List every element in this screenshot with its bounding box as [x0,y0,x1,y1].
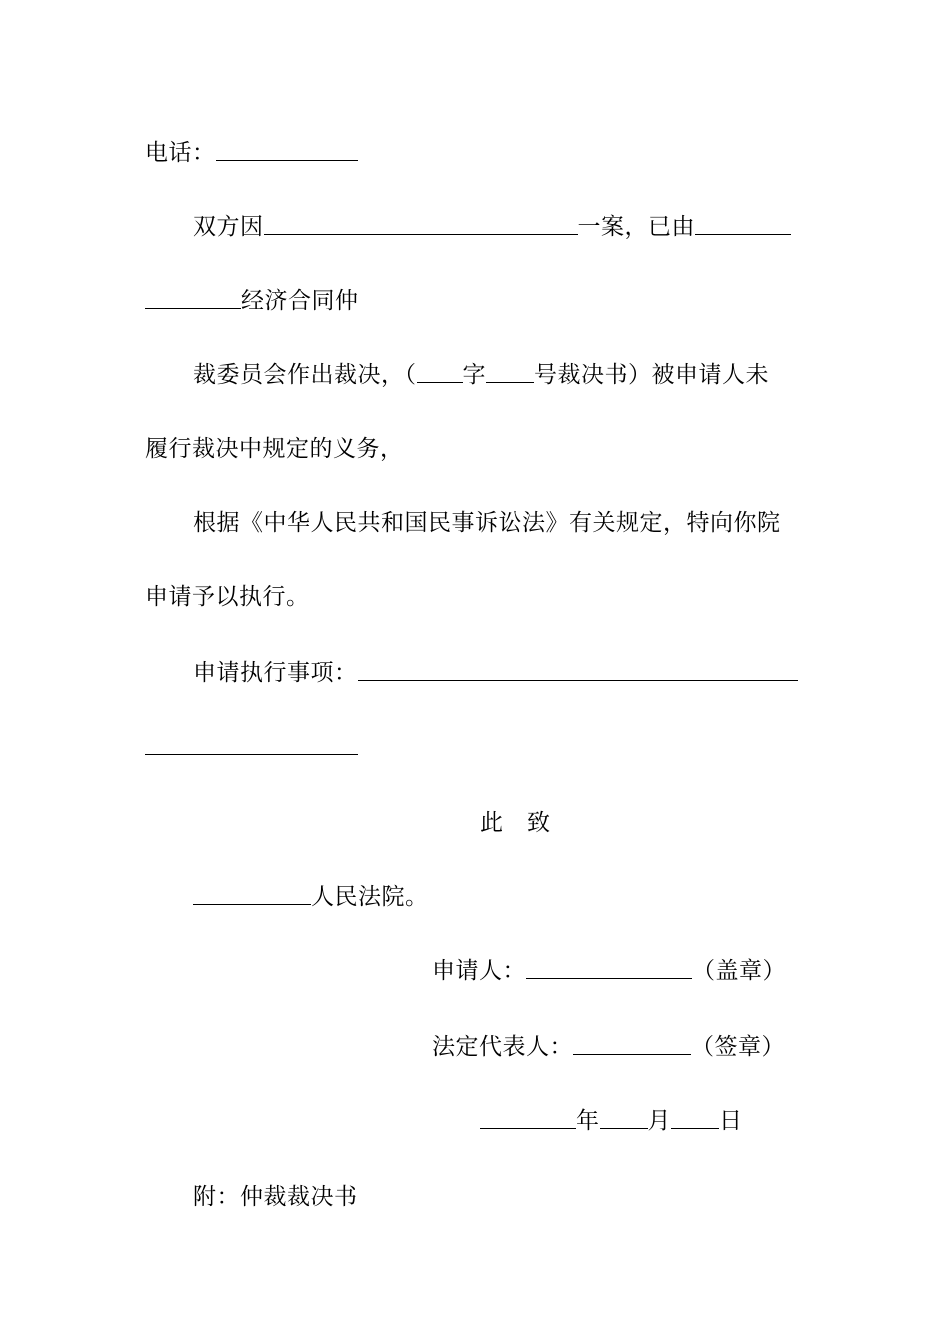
date-day: 日 [719,1108,743,1134]
hao-blank [486,362,534,383]
committee-blank-a [695,214,791,235]
para2-line2 [145,432,404,466]
applicant-label: 申请人： [432,958,526,984]
applicant-blank [526,958,692,979]
para3-line2-text: 申请予以执行。 [145,584,310,610]
applicant-line [432,954,786,988]
para3-line1 [193,506,781,540]
para3-line1-text: 根据《中华人民共和国民事诉讼法》有关规定，特向你院 [193,510,781,536]
para1-mid: 一案，已由 [577,214,695,240]
attachment-text: 附：仲裁裁决书 [193,1184,358,1210]
court-blank [193,884,311,905]
phone-label: 电话： [145,140,216,166]
para3-line2 [145,580,310,614]
court-suffix: 人民法院。 [311,884,429,910]
case-blank [264,214,578,235]
para2-rest: 号裁决书）被申请人未 [534,362,769,388]
matters-line [193,656,798,690]
closing-text: 此 致 [480,810,551,836]
year-blank [480,1108,576,1129]
date-year: 年 [576,1108,600,1134]
para2-zi: 字 [462,362,486,388]
zi-blank [417,362,463,383]
day-blank [671,1108,719,1129]
applicant-seal: （盖章） [692,958,786,984]
para1-prefix: 双方因 [193,214,264,240]
para1-line2 [145,284,359,318]
para1-end: 经济合同仲 [241,288,359,314]
legal-rep-line [432,1030,785,1064]
legal-rep-seal: （签章） [691,1034,785,1060]
para2-prefix: 裁委员会作出裁决，（ [193,362,417,388]
attachment-line [193,1180,358,1214]
phone-blank [216,140,358,161]
date-month: 月 [647,1108,671,1134]
court-line [193,880,429,914]
matters-label: 申请执行事项： [193,660,358,686]
committee-blank-b [145,288,241,309]
month-blank [600,1108,648,1129]
matters-line2 [145,730,358,764]
matters-blank-a [358,660,798,681]
para1-line1 [193,210,791,244]
legal-rep-blank [573,1034,691,1055]
date-line [480,1104,743,1138]
phone-line [145,136,358,170]
legal-rep-label: 法定代表人： [432,1034,573,1060]
closing-line [480,806,551,840]
matters-blank-b [145,734,358,755]
para2-line2-text: 履行裁决中规定的义务， [145,436,404,462]
para2-line1 [193,358,769,392]
